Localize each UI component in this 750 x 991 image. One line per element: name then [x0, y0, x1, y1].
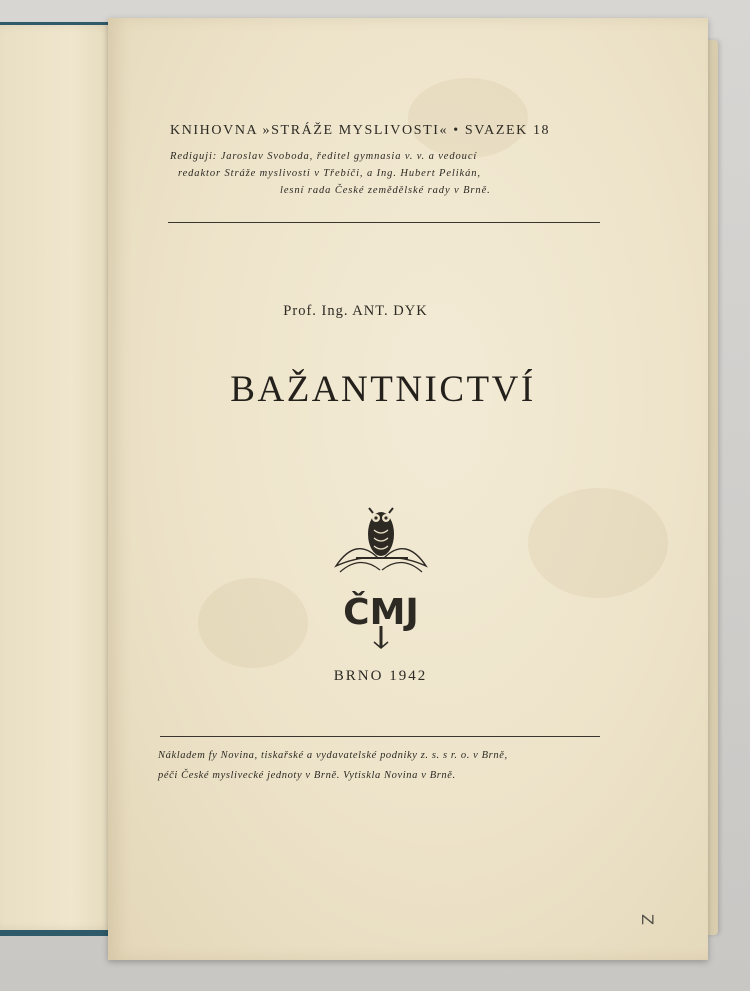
left-cover-page	[0, 22, 120, 936]
paper-stain	[198, 578, 308, 668]
imprint-line: péči České myslivecké jednoty v Brně. Vytiskla Novina v Brně.	[158, 770, 456, 781]
editors-line: Rediguji: Jaroslav Svoboda, ředitel gymnasia v. v. a vedoucí	[170, 151, 478, 162]
owl-emblem-icon	[326, 496, 436, 656]
editors-line: lesní rada České zemědělské rady v Brně.	[280, 185, 491, 196]
editors-line: redaktor Stráže myslivosti v Třebíči, a Ing. Hubert Pelikán,	[178, 168, 481, 179]
emblem-letters: ČMJ	[343, 592, 419, 633]
title-page	[108, 18, 708, 960]
paper-stain	[408, 78, 528, 158]
bottom-divider	[160, 736, 600, 737]
top-divider	[168, 222, 600, 223]
book-title: BAŽANTNICTVÍ	[230, 369, 536, 410]
author-name: Prof. Ing. ANT. DYK	[283, 303, 428, 319]
paper-stain	[528, 488, 668, 598]
imprint-line: Nákladem fy Novina, tiskařské a vydavatelské podniky z. s. s r. o. v Brně,	[158, 750, 508, 761]
pencil-mark: Z	[637, 914, 657, 925]
editors-note	[170, 148, 610, 199]
series-title: KNIHOVNA »STRÁŽE MYSLIVOSTI« • SVAZEK 18	[170, 123, 551, 138]
place-and-year: BRNO 1942	[333, 668, 428, 684]
imprint-note	[158, 746, 608, 786]
